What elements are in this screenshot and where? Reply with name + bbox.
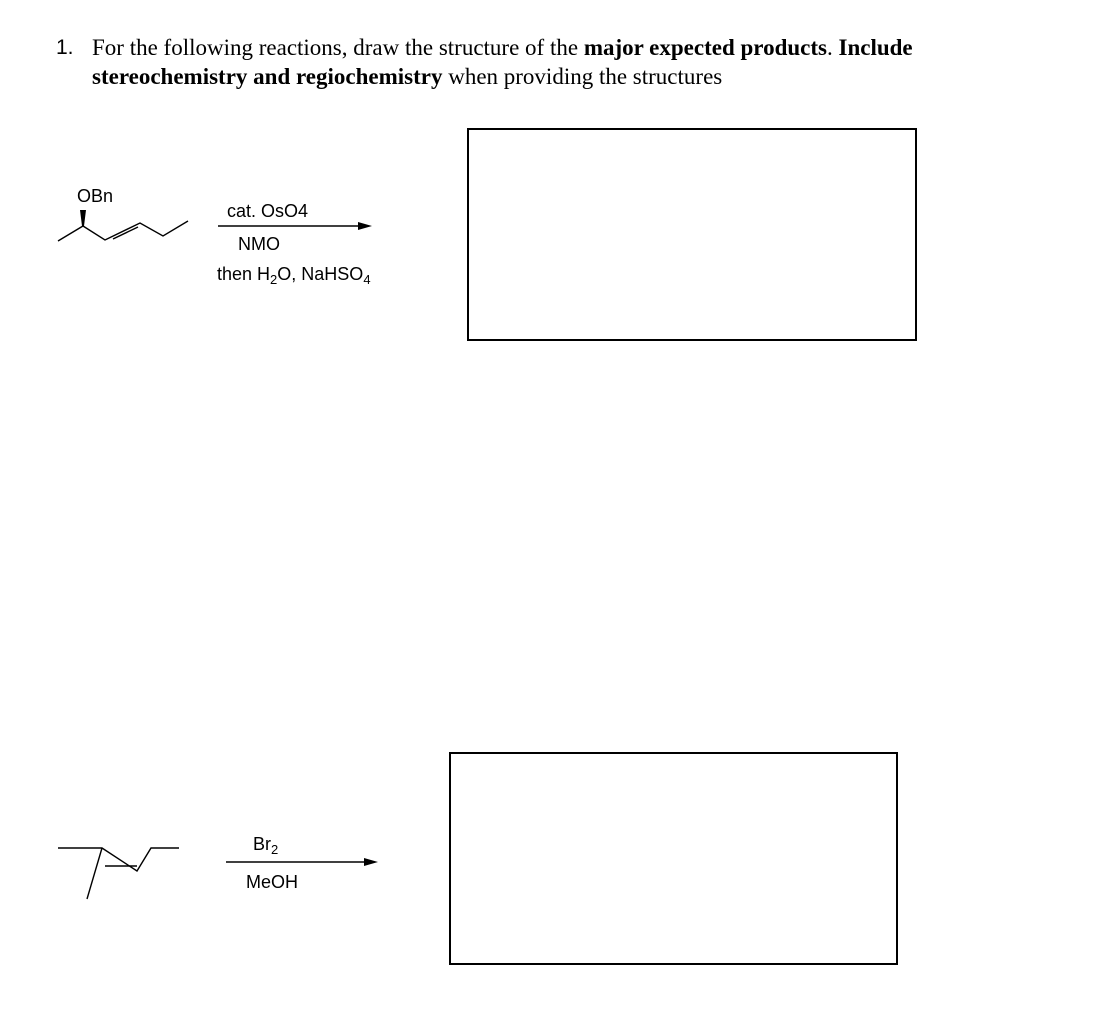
reagent-2-above: $Br_2$ (253, 834, 279, 857)
reaction-1-arrow (218, 220, 374, 232)
arrow-head (364, 858, 378, 866)
question-text-part-1: For the following reactions, draw the structure of the (92, 35, 584, 60)
methyl-branch (87, 848, 102, 899)
question-text-part-2: . (827, 35, 839, 60)
reagent-1-below: NMO (238, 234, 280, 254)
question-text-part-3: when providing the structures (442, 64, 723, 89)
reagent-1-workup: then $H_2O$, NaHSO$_4$ (217, 264, 371, 287)
carbon-skeleton (58, 848, 179, 871)
question-number: 1. (56, 36, 74, 59)
reagent-1-above: cat. OsO4 (227, 201, 309, 221)
answer-box-2[interactable] (449, 752, 898, 965)
carbon-skeleton (58, 221, 188, 241)
trisubstituted-alkene-structure (55, 842, 185, 902)
question-bold-major-products: major expected products (583, 35, 827, 60)
question-bold-include-stereo: Include stereochemistry and regiochemistry (92, 35, 913, 89)
stereo-wedge-bond (80, 210, 86, 226)
allylic-ether-alkene-structure (55, 206, 195, 246)
obn-label: OBn (77, 186, 114, 206)
reagent-2-below: MeOH (246, 872, 299, 892)
double-bond-line (113, 227, 138, 239)
arrow-head (358, 222, 372, 230)
answer-box-1[interactable] (467, 128, 917, 341)
reaction-2-arrow (226, 856, 382, 868)
question-prompt (56, 33, 1056, 91)
question-text (92, 33, 1056, 91)
